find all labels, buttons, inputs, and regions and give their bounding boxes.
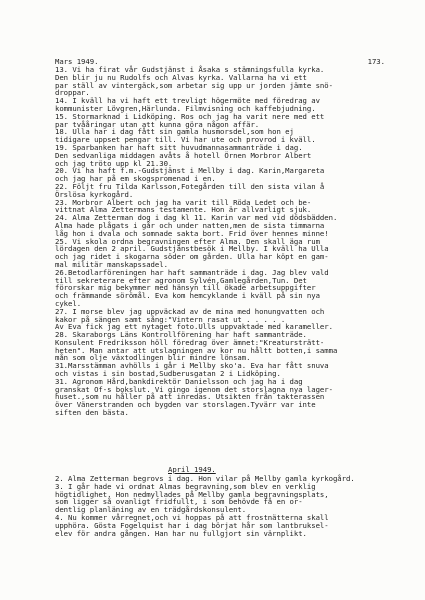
entry-line: 31.Marsstämman avhölls i går i Mellby sko'a. Eva har fått snuva xyxy=(55,361,329,371)
entry-line: lördagen den 2 april. Gudstjänstbesök i Mellby. I kväll ha Ulla xyxy=(55,244,329,254)
entry-line: mån som olje växtodlingen blir mindre lönsam. xyxy=(55,353,251,363)
entry-line: över Vänerstranden och bygden var storslagen.Tyvärr var inte xyxy=(55,400,316,410)
entry-line: 2. Alma Zetterman begrovs i dag. Hon vilar på Mellby gamla kyrkogård. xyxy=(55,474,355,483)
entry-line: 19. Sparbanken har haft sitt huvudmannasammanträde i dag. xyxy=(55,142,303,152)
page-number: 173. xyxy=(367,57,385,66)
entry-line: droppar. xyxy=(55,88,90,98)
entry-line: Den sedvanliga middagen avåts å hotell Örnen Morbror Albert xyxy=(55,150,312,160)
entry-line: 20. Vi ha haft f.m.-Gudstjänst i Mellby i dag. Karin,Margareta xyxy=(55,166,325,176)
march-entries xyxy=(55,66,400,417)
entry-line: 25. Vi skola ordna begravningen efter Alma. Den skall äga rum xyxy=(55,236,320,246)
entry-line: cykel. xyxy=(55,298,82,308)
entry-line: och främmande sörömål. Eva kom hemcyklande i kväll på sin nya xyxy=(55,291,320,301)
entry-line: 13. Vi ha firat vår Gudstjänst i Åsaka s stämningsfulla kyrka. xyxy=(55,65,325,74)
entry-line: 26.Betodlarföreningen har haft sammanträde i dag. Jag blev vald xyxy=(55,267,329,277)
entry-line: 14. I kväll ha vi haft ett trevligt högermöte med föredrag av xyxy=(55,96,320,106)
entry-line: 22. Följt fru Tilda Karlsson,Fotegården till den sista vilan å xyxy=(55,181,325,191)
entry-line: siften den bästa. xyxy=(55,408,129,418)
entry-line: Alma hade plågats i går och under natten,men de sista timmarna xyxy=(55,220,325,230)
entry-line: vittnat Alma Zettermans testamente. Hon är allvarligt sjuk. xyxy=(55,205,312,215)
april-entries xyxy=(55,475,400,537)
entry-line: 27. I morse blev jag uppväckad av de mina med honungvatten och xyxy=(55,306,325,316)
entry-line: kommunister Lövgren,Härlunda. Filmvisning och kaffebjudning. xyxy=(55,103,316,113)
entry-line: heten". Man antar att utslagningen av kor nu håltt botten,i samma xyxy=(55,345,338,355)
entry-line: Av Eva fick jag ett nytaget foto.Ulls uppvaktade med karameller. xyxy=(55,322,333,332)
entry-line: som ligger så ovanligt fridfullt, i som behövde få en or- xyxy=(55,497,303,507)
entry-line: förorskar mig bekymmer med hänsyn till ökade arbetsuppgifter xyxy=(55,283,316,293)
entry-line: och jag tröto upp kl 21.30. xyxy=(55,158,173,168)
entry-line: 4. Nu kommer vårregnet,och vi hoppas på att frostnätterna skall xyxy=(55,512,329,522)
april-heading: April 1949. xyxy=(168,465,216,474)
entry-line: upphöra. Gösta Fogelquist har i dag börjat hår som lantbruksel- xyxy=(55,520,329,530)
entry-line: Den blir ju nu Rudolfs och Alvas kyrka. Vallarna ha vi ett xyxy=(55,72,307,82)
entry-line: till sekreterare efter agronom Sylvén,Gamlegården,Tun. Det xyxy=(55,275,307,285)
entry-line: elev för andra gången. Han har nu fullgjort sin värnplikt. xyxy=(55,528,307,538)
entry-line: par tvååringar utan att kunna göra någon affär. xyxy=(55,119,260,129)
entry-line: och jag ridet i skogarna söder om gården. Ulla har köpt en gam- xyxy=(55,252,329,262)
entry-line: mal militär manskapssadel. xyxy=(55,259,168,269)
entry-line: tidigare uppset pengar till. Vi har ute och provrod i kväll. xyxy=(55,135,316,145)
entry-line: Örslösa kyrkogård. xyxy=(55,189,134,199)
entry-line: huset.,som nu håller på att inredas. Utsikten från takterassen xyxy=(55,392,325,402)
entry-line: 31. Agronom Hård,bankdirektör Danielsson och jag ha i dag xyxy=(55,376,303,386)
entry-line: och vistas i sin bostad,Sudberusgatan 2 i Lidköping. xyxy=(55,369,281,379)
entry-line: 23. Morbror Albert och jag ha varit till Röda Ledet och be- xyxy=(55,197,312,207)
entry-line: 18. Ulla har i dag fått sin gamla husmorsdel,som hon ej xyxy=(55,127,294,137)
entry-line: Konsulent Fredriksson höll föredrag över ämnet:"Kreatursträtt- xyxy=(55,337,325,347)
entry-line: 15. Stormarknad i Lidköping. Ros och jag ha varit nere med ett xyxy=(55,111,325,121)
entry-line: högtidlighet. Hon nedmyllades på Mellby gamla begravningsplats, xyxy=(55,489,329,499)
entry-line: låg hon i dvala och somnade sakta bort. Frid över hennes minne! xyxy=(55,228,329,238)
entry-line: par ställ av vintergäck,som arbetar sig upp ur jorden jämte snö- xyxy=(55,80,333,90)
entry-line: 3. I går hade vi ordnat Almas begravning,som blev en verklig xyxy=(55,481,316,491)
month-heading: Mars 1949. xyxy=(55,57,99,66)
entry-line: dentlig planläning av en trädgårdskonsulent. xyxy=(55,505,247,515)
entry-line: kakor på sängen samt sång:"Vintern rasat ut . . . . . xyxy=(55,314,286,324)
entry-line: granskat Of-s bokslut. Vi gingo igenom det storslagna nya lager- xyxy=(55,384,333,394)
entry-line: 24. Alma Zetterman dog i dag kl 11. Karin var med vid dödsbädden. xyxy=(55,213,338,223)
entry-line: 28. Skaraborgs Läns Kontrollförening har haft sammanträde. xyxy=(55,330,307,340)
entry-line: och jag har på em skogspromenad i en. xyxy=(55,174,216,184)
